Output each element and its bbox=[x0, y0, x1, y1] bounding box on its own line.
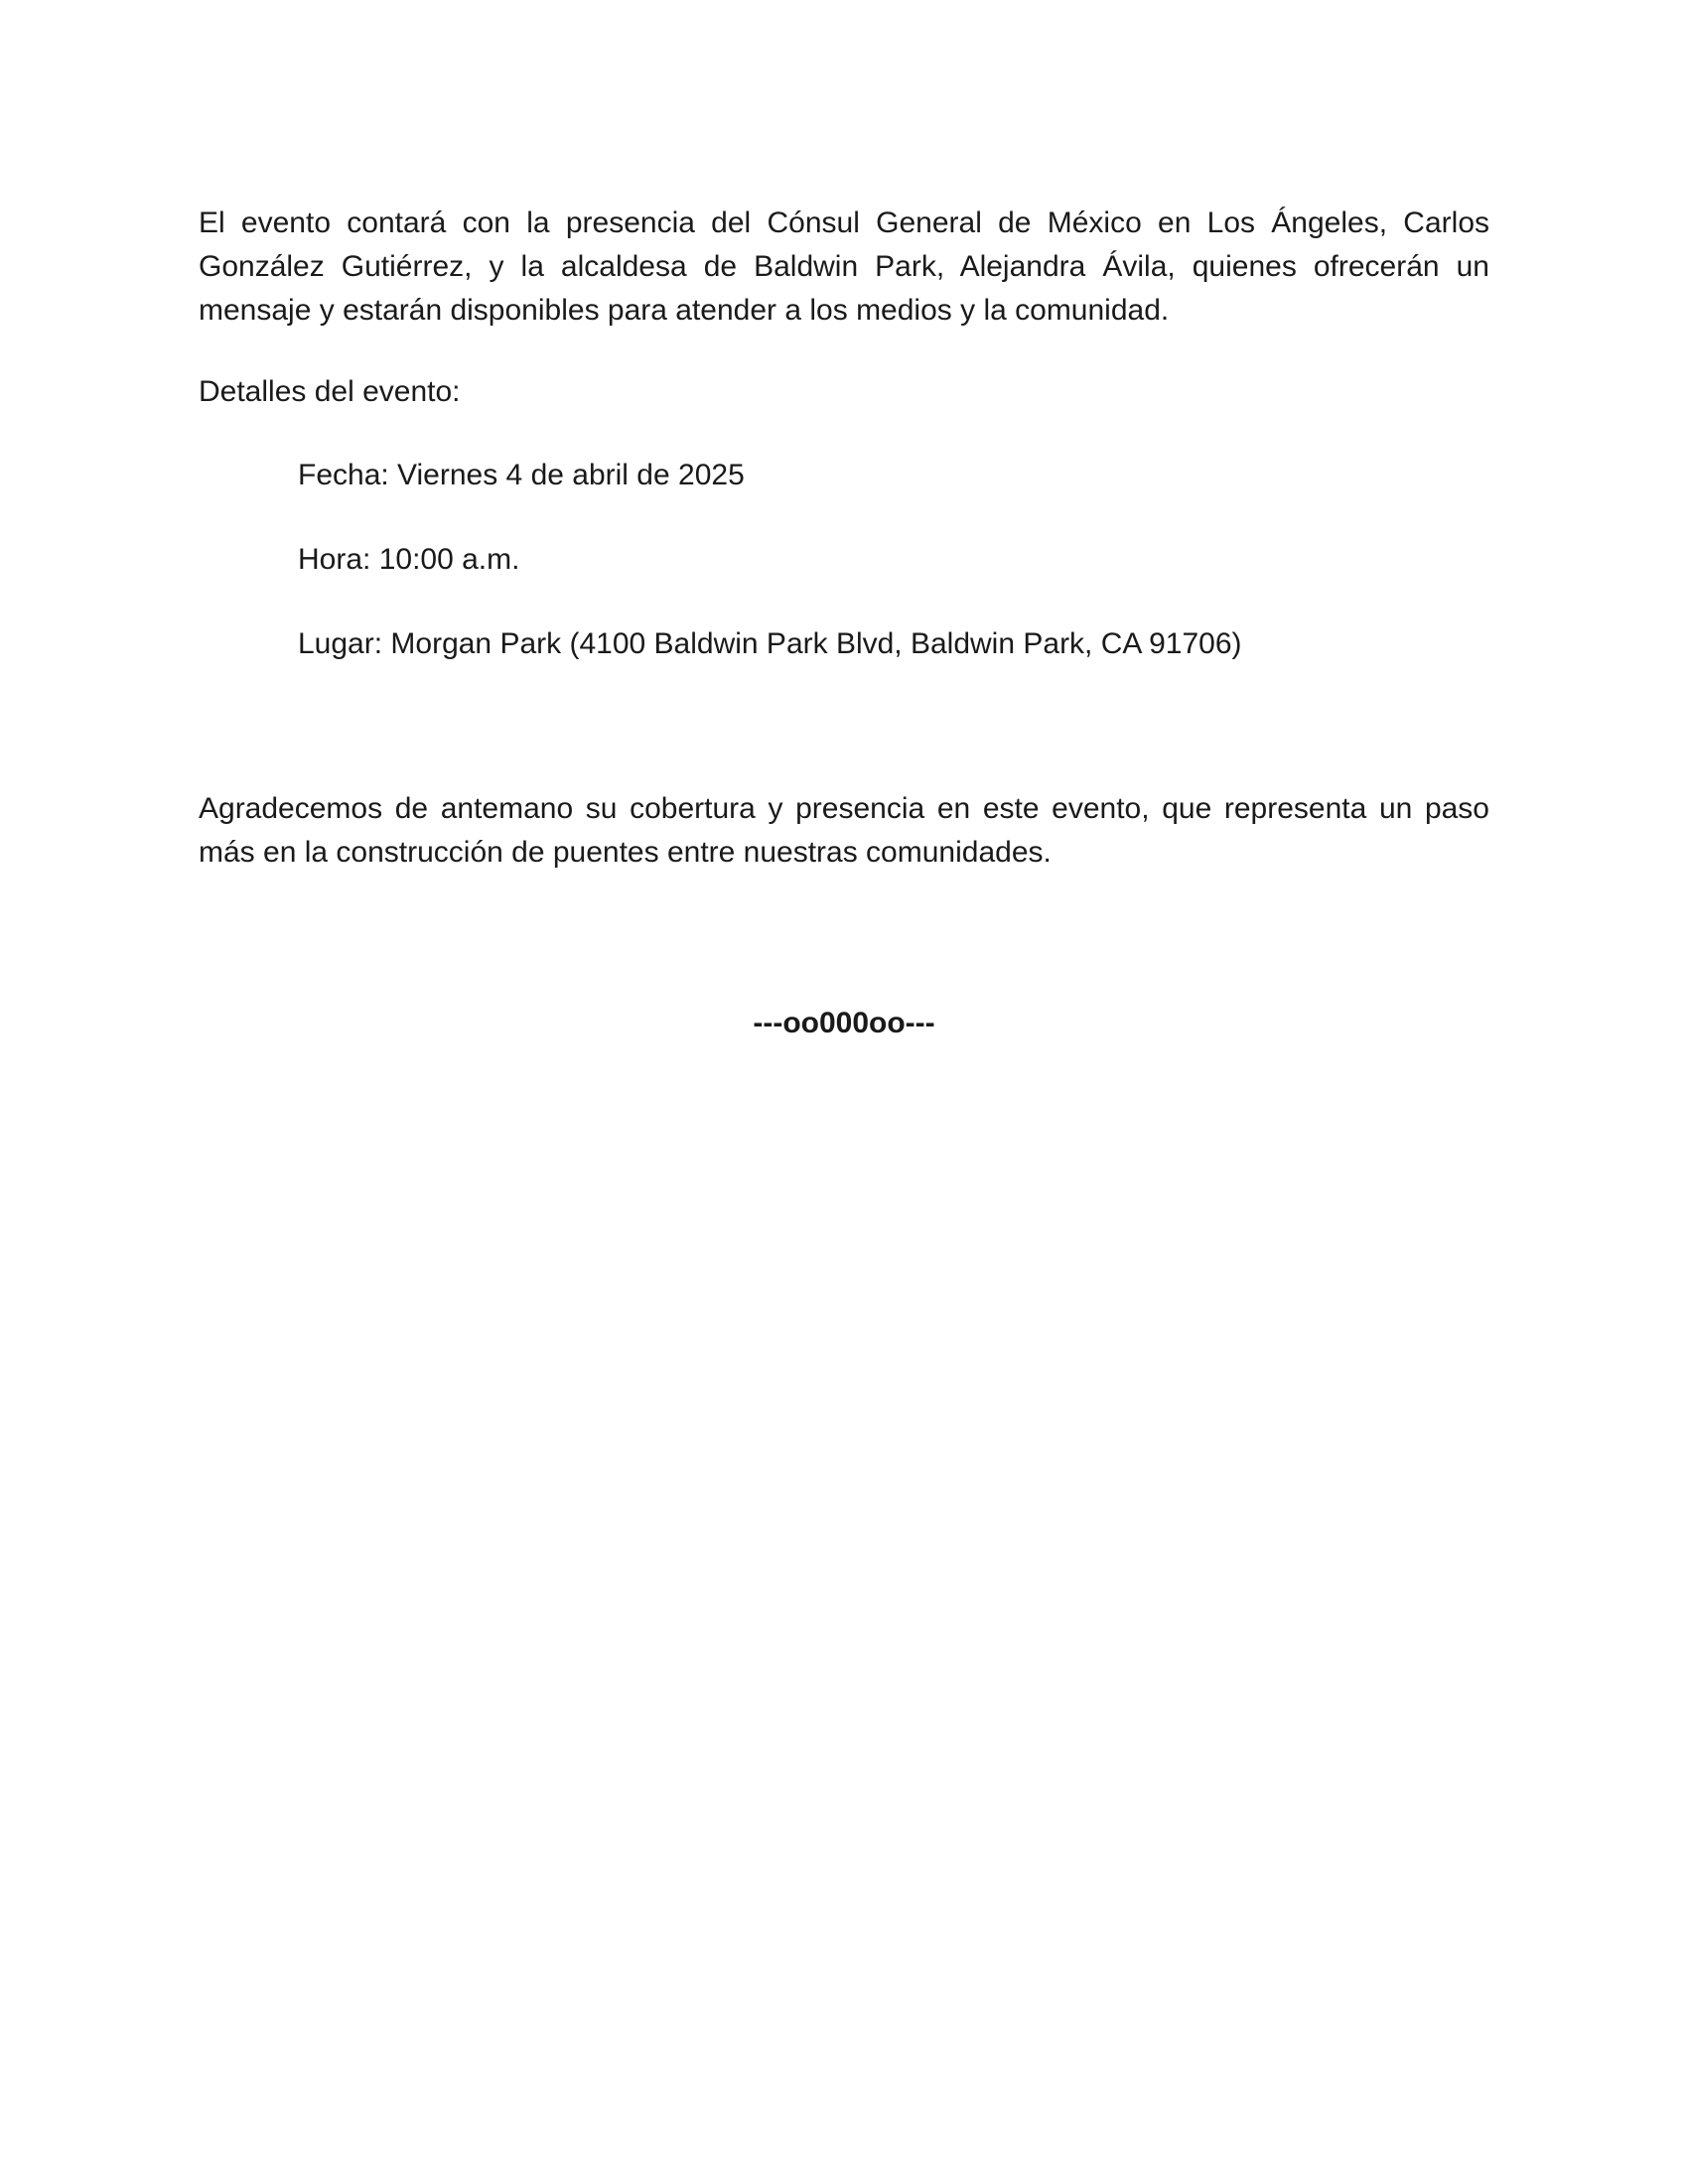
detail-line-hora: Hora: 10:00 a.m. bbox=[298, 543, 520, 576]
detail-line-fecha: Fecha: Viernes 4 de abril de 2025 bbox=[298, 459, 745, 491]
separator-line: ---oo000oo--- bbox=[753, 1007, 935, 1039]
detail-line-lugar: Lugar: Morgan Park (4100 Baldwin Park Blvd, Baldwin Park, CA 91706) bbox=[298, 627, 1242, 660]
closing-paragraph: Agradecemos de antemano su cobertura y presencia en este evento, que representa un paso más en la construcción de puentes entre nuestras comunidades. bbox=[199, 792, 1489, 869]
intro-paragraph: El evento contará con la presencia del Cónsul General de México en Los Ángeles, Carlos González Gutiérrez, y la alcaldesa de Baldwin Park, Alejandra Ávila, quienes ofrecerán un mensaje y estarán disponibles para atender a los medios y la comunidad. bbox=[199, 206, 1489, 327]
details-heading: Detalles del evento: bbox=[199, 375, 461, 408]
document-content bbox=[0, 0, 1688, 1045]
